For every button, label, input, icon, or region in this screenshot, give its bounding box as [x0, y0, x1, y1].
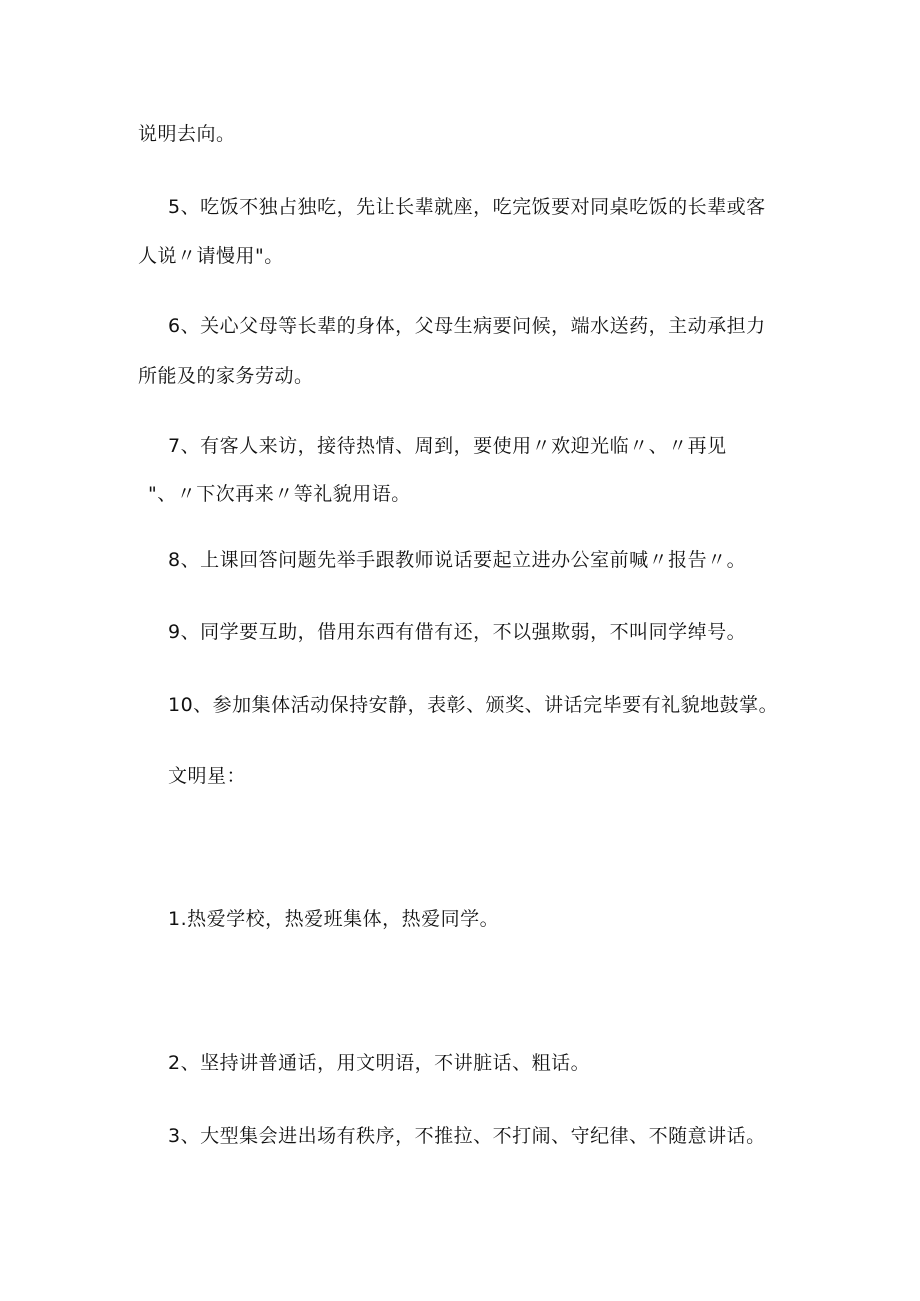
section-heading: 文明星： [168, 765, 247, 787]
rule-7-line-2: "、〃下次再来〃等礼貌用语。 [148, 483, 411, 505]
rule-6-line-2: 所能及的家务劳动。 [138, 365, 314, 387]
star-rule-3: 3、大型集会进出场有秩序，不推拉、不打闹、守纪律、不随意讲话。 [168, 1125, 766, 1147]
rule-5-line-1: 5、吃饭不独占独吃，先让长辈就座，吃完饭要对同桌吃饭的长辈或客 [168, 196, 766, 218]
rule-10: 10、参加集体活动保持安静，表彰、颁奖、讲话完毕要有礼貌地鼓掌。 [168, 694, 779, 716]
rule-9: 9、同学要互助，借用东西有借有还，不以强欺弱，不叫同学绰号。 [168, 621, 747, 643]
rule-8: 8、上课回答问题先举手跟教师说话要起立进办公室前喊〃报告〃。 [168, 549, 747, 571]
rule-7-line-1: 7、有客人来访，接待热情、周到，要使用〃欢迎光临〃、〃再见 [168, 435, 727, 457]
star-rule-2: 2、坚持讲普通话，用文明语，不讲脏话、粗话。 [168, 1052, 591, 1074]
star-rule-1: 1.热爱学校，热爱班集体，热爱同学。 [168, 908, 500, 930]
rule-6-line-1: 6、关心父母等长辈的身体，父母生病要问候，端水送药，主动承担力 [168, 315, 766, 337]
text-line-continuation: 说明去向。 [138, 123, 236, 145]
rule-5-line-2: 人说〃请慢用"。 [138, 245, 284, 267]
